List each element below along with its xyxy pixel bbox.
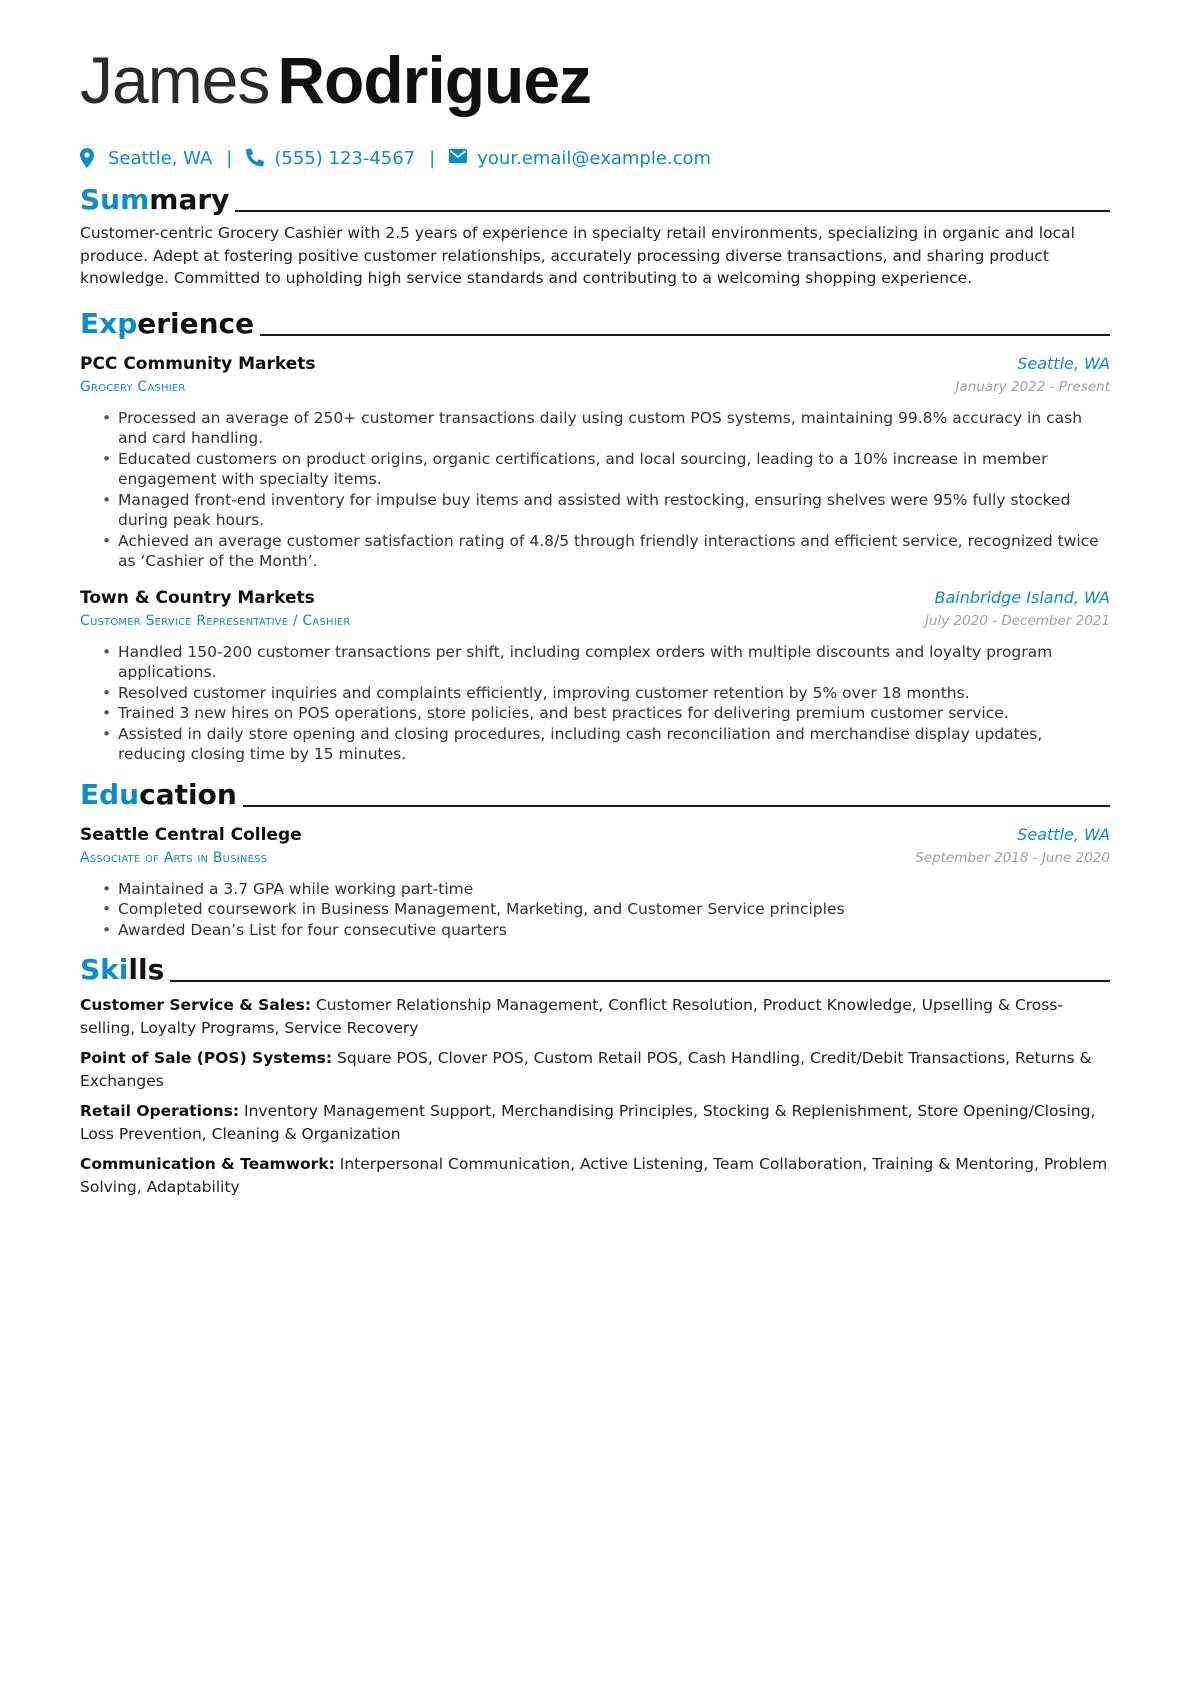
first-name: James xyxy=(80,43,270,117)
education-dates: September 2018 - June 2020 xyxy=(915,849,1110,866)
contact-separator: | xyxy=(226,147,233,169)
section-divider xyxy=(243,805,1110,807)
list-item: • Educated customers on product origins, organic certifications, and local sourcing, leading to a 10% increase in member engagement with specialty items. xyxy=(118,449,1110,490)
list-item: • Awarded Dean’s List for four consecutive quarters xyxy=(118,920,1110,941)
experience-entry xyxy=(80,586,1110,765)
education-entry xyxy=(80,823,1110,941)
job-dates: July 2020 - December 2021 xyxy=(924,612,1110,629)
last-name: Rodriguez xyxy=(277,43,592,117)
phone-icon xyxy=(246,148,264,168)
school-name: Seattle Central College xyxy=(80,824,302,845)
list-item: • Trained 3 new hires on POS operations, store policies, and best practices for delivering premium customer service. xyxy=(118,703,1110,724)
contact-phone[interactable] xyxy=(246,148,415,169)
email-link: your.email@example.com xyxy=(477,147,712,169)
skill-group xyxy=(80,1100,1110,1145)
summary-title: Summary xyxy=(80,183,230,216)
skills-title: Skills xyxy=(80,953,165,986)
contact-bar xyxy=(80,144,1110,172)
education-title: Education xyxy=(80,777,237,811)
skill-group-value: Inventory Management Support, Merchandising Principles, Stocking & Replenishment, Store Opening/Closing, Loss Prevention, Cleaning & Organization xyxy=(80,1102,1096,1143)
skill-group-label: Customer Service & Sales: xyxy=(80,996,312,1014)
experience-section-header xyxy=(80,302,1110,342)
contact-email[interactable] xyxy=(449,148,711,169)
contact-location xyxy=(80,148,212,169)
phone-text: (555) 123-4567 xyxy=(274,147,416,169)
achievement-list xyxy=(80,408,1110,572)
section-divider xyxy=(260,334,1110,336)
job-title: Grocery Cashier xyxy=(80,378,186,395)
list-item: • Resolved customer inquiries and complaints efficiently, improving customer retention by 5% over 18 months. xyxy=(118,683,1110,704)
skill-group xyxy=(80,1153,1110,1198)
skill-group-value: Interpersonal Communication, Active Listening, Team Collaboration, Training & Mentoring, Problem Solving, Adaptability xyxy=(80,1155,1108,1196)
section-divider xyxy=(170,980,1110,982)
education-section-header xyxy=(80,773,1110,813)
list-item: • Completed coursework in Business Management, Marketing, and Customer Service principles xyxy=(118,899,1110,920)
summary-text: Customer-centric Grocery Cashier with 2.5 years of experience in specialty retail environments, specializing in organic and local produce. Adept at fostering positive customer relationships, accurately processing diverse transactions, and sharing product knowledge. Committed to upholding high service standards and contributing to a welcoming shopping experience. xyxy=(80,224,1075,287)
list-item: • Maintained a 3.7 GPA while working part-time xyxy=(118,879,1110,900)
employer-location: Bainbridge Island, WA xyxy=(934,587,1110,607)
school-location: Seattle, WA xyxy=(1017,824,1110,844)
contact-separator: | xyxy=(429,147,436,169)
map-marker-icon xyxy=(80,148,98,168)
education-highlights xyxy=(80,879,1110,941)
summary-section-header xyxy=(80,178,1110,218)
list-item: • Assisted in daily store opening and closing procedures, including cash reconciliation and merchandise display updates, reducing closing time by 15 minutes. xyxy=(118,724,1110,765)
experience-title: Experience xyxy=(80,306,255,340)
envelope-icon xyxy=(449,148,467,168)
list-item: • Managed front-end inventory for impulse buy items and assisted with restocking, ensuring shelves were 95% fully stocked during peak hours. xyxy=(118,490,1110,531)
section-divider xyxy=(235,210,1110,212)
experience-entry xyxy=(80,352,1110,572)
skill-group-value: Customer Relationship Management, Conflict Resolution, Product Knowledge, Upselling & Cross-selling, Loyalty Programs, Service Recovery xyxy=(80,996,1064,1037)
employer-location: Seattle, WA xyxy=(1017,353,1110,373)
list-item: • Processed an average of 250+ customer transactions daily using custom POS systems, maintaining 99.8% accuracy in cash and card handling. xyxy=(118,408,1110,449)
location-text: Seattle, WA xyxy=(108,147,213,169)
candidate-name xyxy=(80,38,1110,122)
employer-name: PCC Community Markets xyxy=(80,353,316,374)
job-dates: January 2022 - Present xyxy=(955,378,1110,395)
skill-group-label: Point of Sale (POS) Systems: xyxy=(80,1049,333,1067)
job-title: Customer Service Representative / Cashier xyxy=(80,612,351,629)
skill-group-label: Retail Operations: xyxy=(80,1102,240,1120)
skill-group-label: Communication & Teamwork: xyxy=(80,1155,335,1173)
degree-title: Associate of Arts in Business xyxy=(80,849,268,866)
achievement-list xyxy=(80,642,1110,765)
employer-name: Town & Country Markets xyxy=(80,587,315,608)
skill-group xyxy=(80,994,1110,1039)
skill-group-value: Square POS, Clover POS, Custom Retail POS, Cash Handling, Credit/Debit Transactions, Returns & Exchanges xyxy=(80,1049,1092,1090)
list-item: • Achieved an average customer satisfaction rating of 4.8/5 through friendly interactions and efficient service, recognized twice as ‘Cashier of the Month’. xyxy=(118,531,1110,572)
list-item: • Handled 150-200 customer transactions per shift, including complex orders with multiple discounts and loyalty program applications. xyxy=(118,642,1110,683)
skills-section-header xyxy=(80,948,1110,988)
skill-group xyxy=(80,1047,1110,1092)
